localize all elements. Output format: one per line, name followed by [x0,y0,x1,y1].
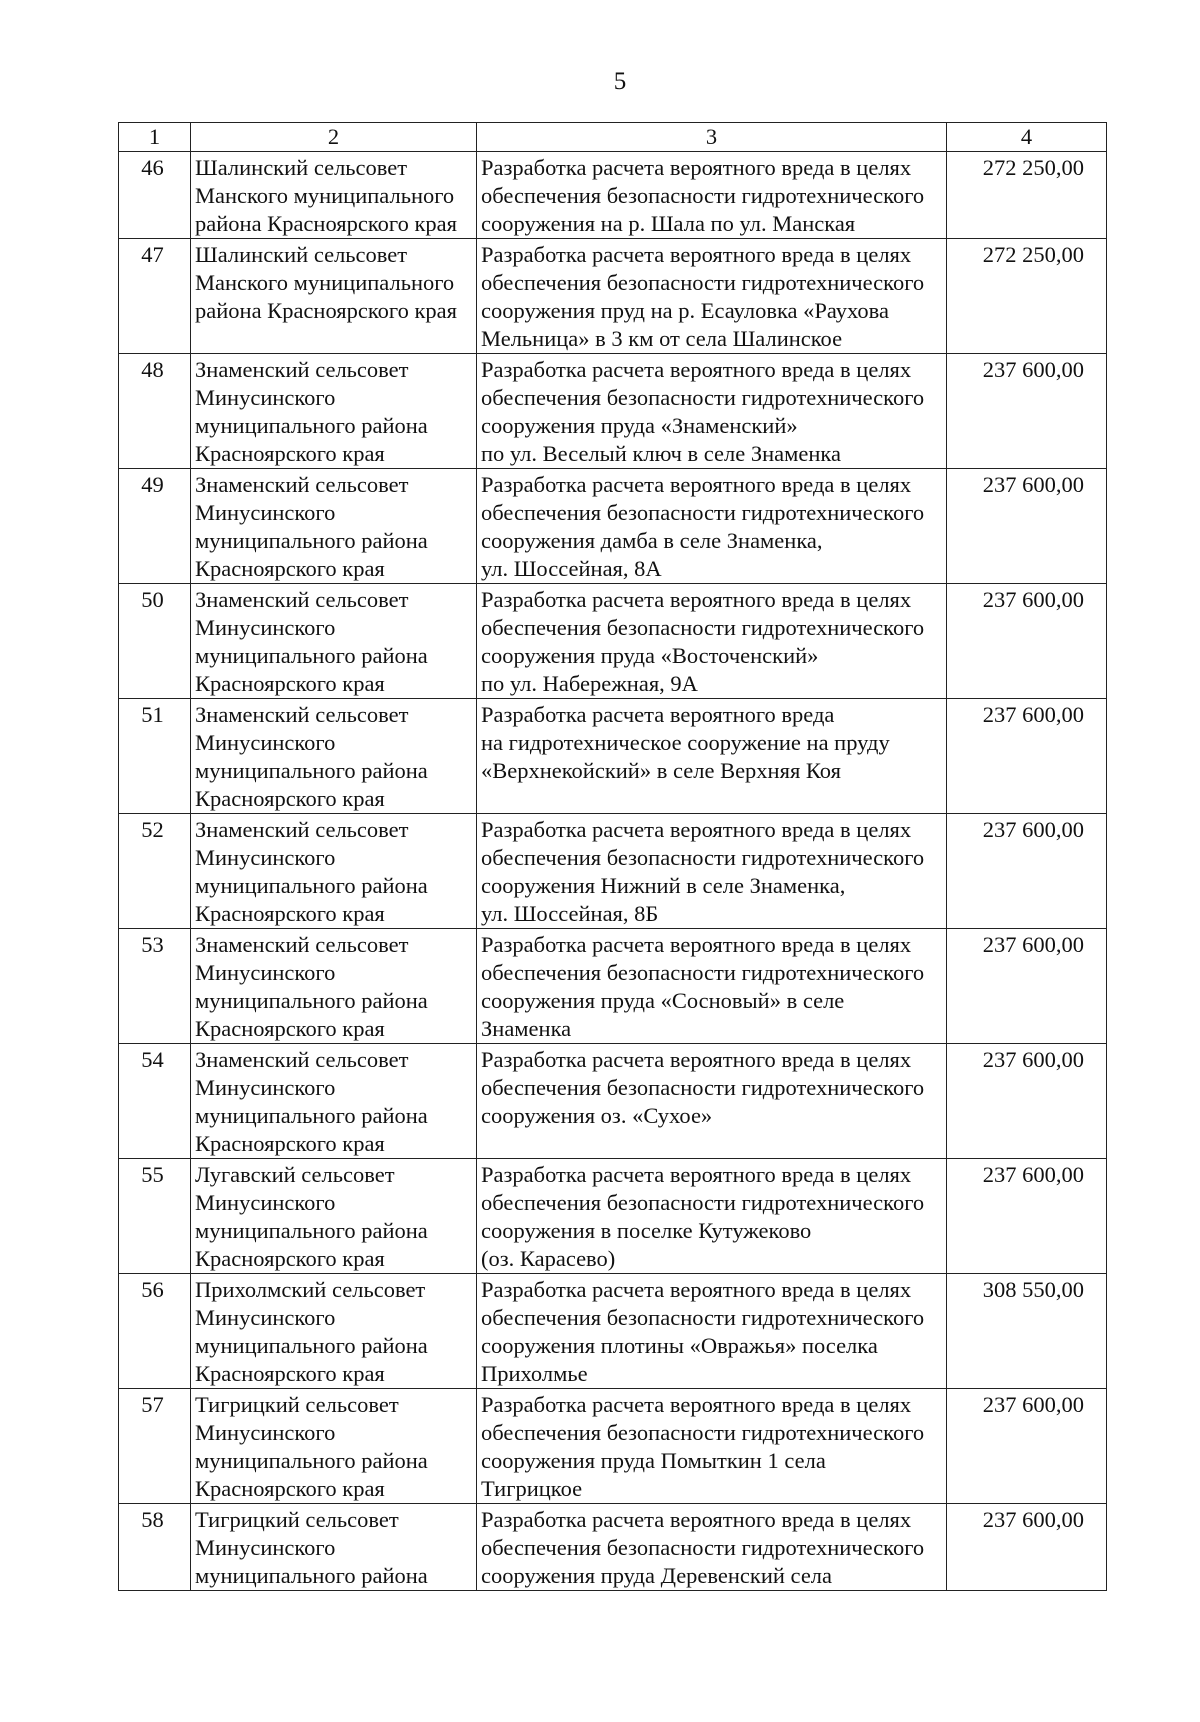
amount-cell: 237 600,00 [947,584,1107,699]
organization-cell: Лугавский сельсовет Минусинского муниципального района Красноярского края [191,1159,477,1274]
column-header: 4 [947,123,1107,152]
organization-cell: Знаменский сельсовет Минусинского муниципального района Красноярского края [191,929,477,1044]
row-number-cell: 50 [119,584,191,699]
table-row [119,584,1107,699]
amount-cell: 237 600,00 [947,1389,1107,1504]
amount-cell: 272 250,00 [947,239,1107,354]
organization-cell: Шалинский сельсовет Манского муниципального района Красноярского края [191,152,477,239]
table-row [119,1044,1107,1159]
organization-cell: Шалинский сельсовет Манского муниципального района Красноярского края [191,239,477,354]
row-number-cell: 47 [119,239,191,354]
amount-cell: 237 600,00 [947,1504,1107,1591]
row-number-cell: 51 [119,699,191,814]
table-row [119,239,1107,354]
description-cell: Разработка расчета вероятного вреда в целях обеспечения безопасности гидротехнического сооружения пруда «Сосновый» в селе Знаменка [477,929,947,1044]
table-row [119,814,1107,929]
amount-cell: 237 600,00 [947,699,1107,814]
table-row [119,699,1107,814]
organization-cell: Тигрицкий сельсовет Минусинского муниципального района Красноярского края [191,1389,477,1504]
row-number-cell: 55 [119,1159,191,1274]
description-cell: Разработка расчета вероятного вреда в целях обеспечения безопасности гидротехнического сооружения оз. «Сухое» [477,1044,947,1159]
amount-cell: 237 600,00 [947,929,1107,1044]
page-number: 5 [613,68,627,95]
amount-cell: 308 550,00 [947,1274,1107,1389]
amount-cell: 237 600,00 [947,814,1107,929]
row-number-cell: 56 [119,1274,191,1389]
row-number-cell: 48 [119,354,191,469]
description-cell: Разработка расчета вероятного вреда в целях обеспечения безопасности гидротехнического сооружения Нижний в селе Знаменка, ул. Шоссейная, 8Б [477,814,947,929]
organization-cell: Тигрицкий сельсовет Минусинского муниципального района [191,1504,477,1591]
organization-cell: Знаменский сельсовет Минусинского муниципального района Красноярского края [191,584,477,699]
data-table [118,122,1107,1591]
description-cell: Разработка расчета вероятного вреда в целях обеспечения безопасности гидротехнического сооружения на р. Шала по ул. Манская [477,152,947,239]
row-number-cell: 57 [119,1389,191,1504]
amount-cell: 272 250,00 [947,152,1107,239]
table-body [119,152,1107,1591]
amount-cell: 237 600,00 [947,354,1107,469]
description-cell: Разработка расчета вероятного вреда в целях обеспечения безопасности гидротехнического сооружения дамба в селе Знаменка, ул. Шоссейная, 8А [477,469,947,584]
description-cell: Разработка расчета вероятного вреда в целях обеспечения безопасности гидротехнического сооружения пруда Помыткин 1 села Тигрицкое [477,1389,947,1504]
table-header-row [119,123,1107,152]
description-cell: Разработка расчета вероятного вреда в целях обеспечения безопасности гидротехнического сооружения пруд на р. Есауловка «Раухова Мельница» в 3 км от села Шалинское [477,239,947,354]
organization-cell: Знаменский сельсовет Минусинского муниципального района Красноярского края [191,814,477,929]
table-row [119,152,1107,239]
row-number-cell: 54 [119,1044,191,1159]
organization-cell: Знаменский сельсовет Минусинского муниципального района Красноярского края [191,354,477,469]
column-header: 2 [191,123,477,152]
table-row [119,1159,1107,1274]
table-row [119,354,1107,469]
table-row [119,1274,1107,1389]
table-row [119,469,1107,584]
row-number-cell: 53 [119,929,191,1044]
row-number-cell: 58 [119,1504,191,1591]
row-number-cell: 49 [119,469,191,584]
organization-cell: Знаменский сельсовет Минусинского муниципального района Красноярского края [191,469,477,584]
table-row [119,1389,1107,1504]
column-header: 1 [119,123,191,152]
amount-cell: 237 600,00 [947,1044,1107,1159]
description-cell: Разработка расчета вероятного вреда в целях обеспечения безопасности гидротехнического сооружения пруда «Знаменский» по ул. Веселый ключ в селе Знаменка [477,354,947,469]
row-number-cell: 46 [119,152,191,239]
organization-cell: Знаменский сельсовет Минусинского муниципального района Красноярского края [191,1044,477,1159]
description-cell: Разработка расчета вероятного вреда в целях обеспечения безопасности гидротехнического сооружения пруда «Восточенский» по ул. Набережная, 9А [477,584,947,699]
description-cell: Разработка расчета вероятного вреда в целях обеспечения безопасности гидротехнического сооружения плотины «Овражья» поселка Прихолмье [477,1274,947,1389]
amount-cell: 237 600,00 [947,469,1107,584]
description-cell: Разработка расчета вероятного вреда в целях обеспечения безопасности гидротехнического сооружения пруда Деревенский села [477,1504,947,1591]
table-row [119,1504,1107,1591]
row-number-cell: 52 [119,814,191,929]
table-row [119,929,1107,1044]
description-cell: Разработка расчета вероятного вреда в целях обеспечения безопасности гидротехнического сооружения в поселке Кутужеково (оз. Карасево) [477,1159,947,1274]
description-cell: Разработка расчета вероятного вреда на гидротехническое сооружение на пруду «Верхнекойский» в селе Верхняя Коя [477,699,947,814]
organization-cell: Знаменский сельсовет Минусинского муниципального района Красноярского края [191,699,477,814]
column-header: 3 [477,123,947,152]
amount-cell: 237 600,00 [947,1159,1107,1274]
organization-cell: Прихолмский сельсовет Минусинского муниципального района Красноярского края [191,1274,477,1389]
